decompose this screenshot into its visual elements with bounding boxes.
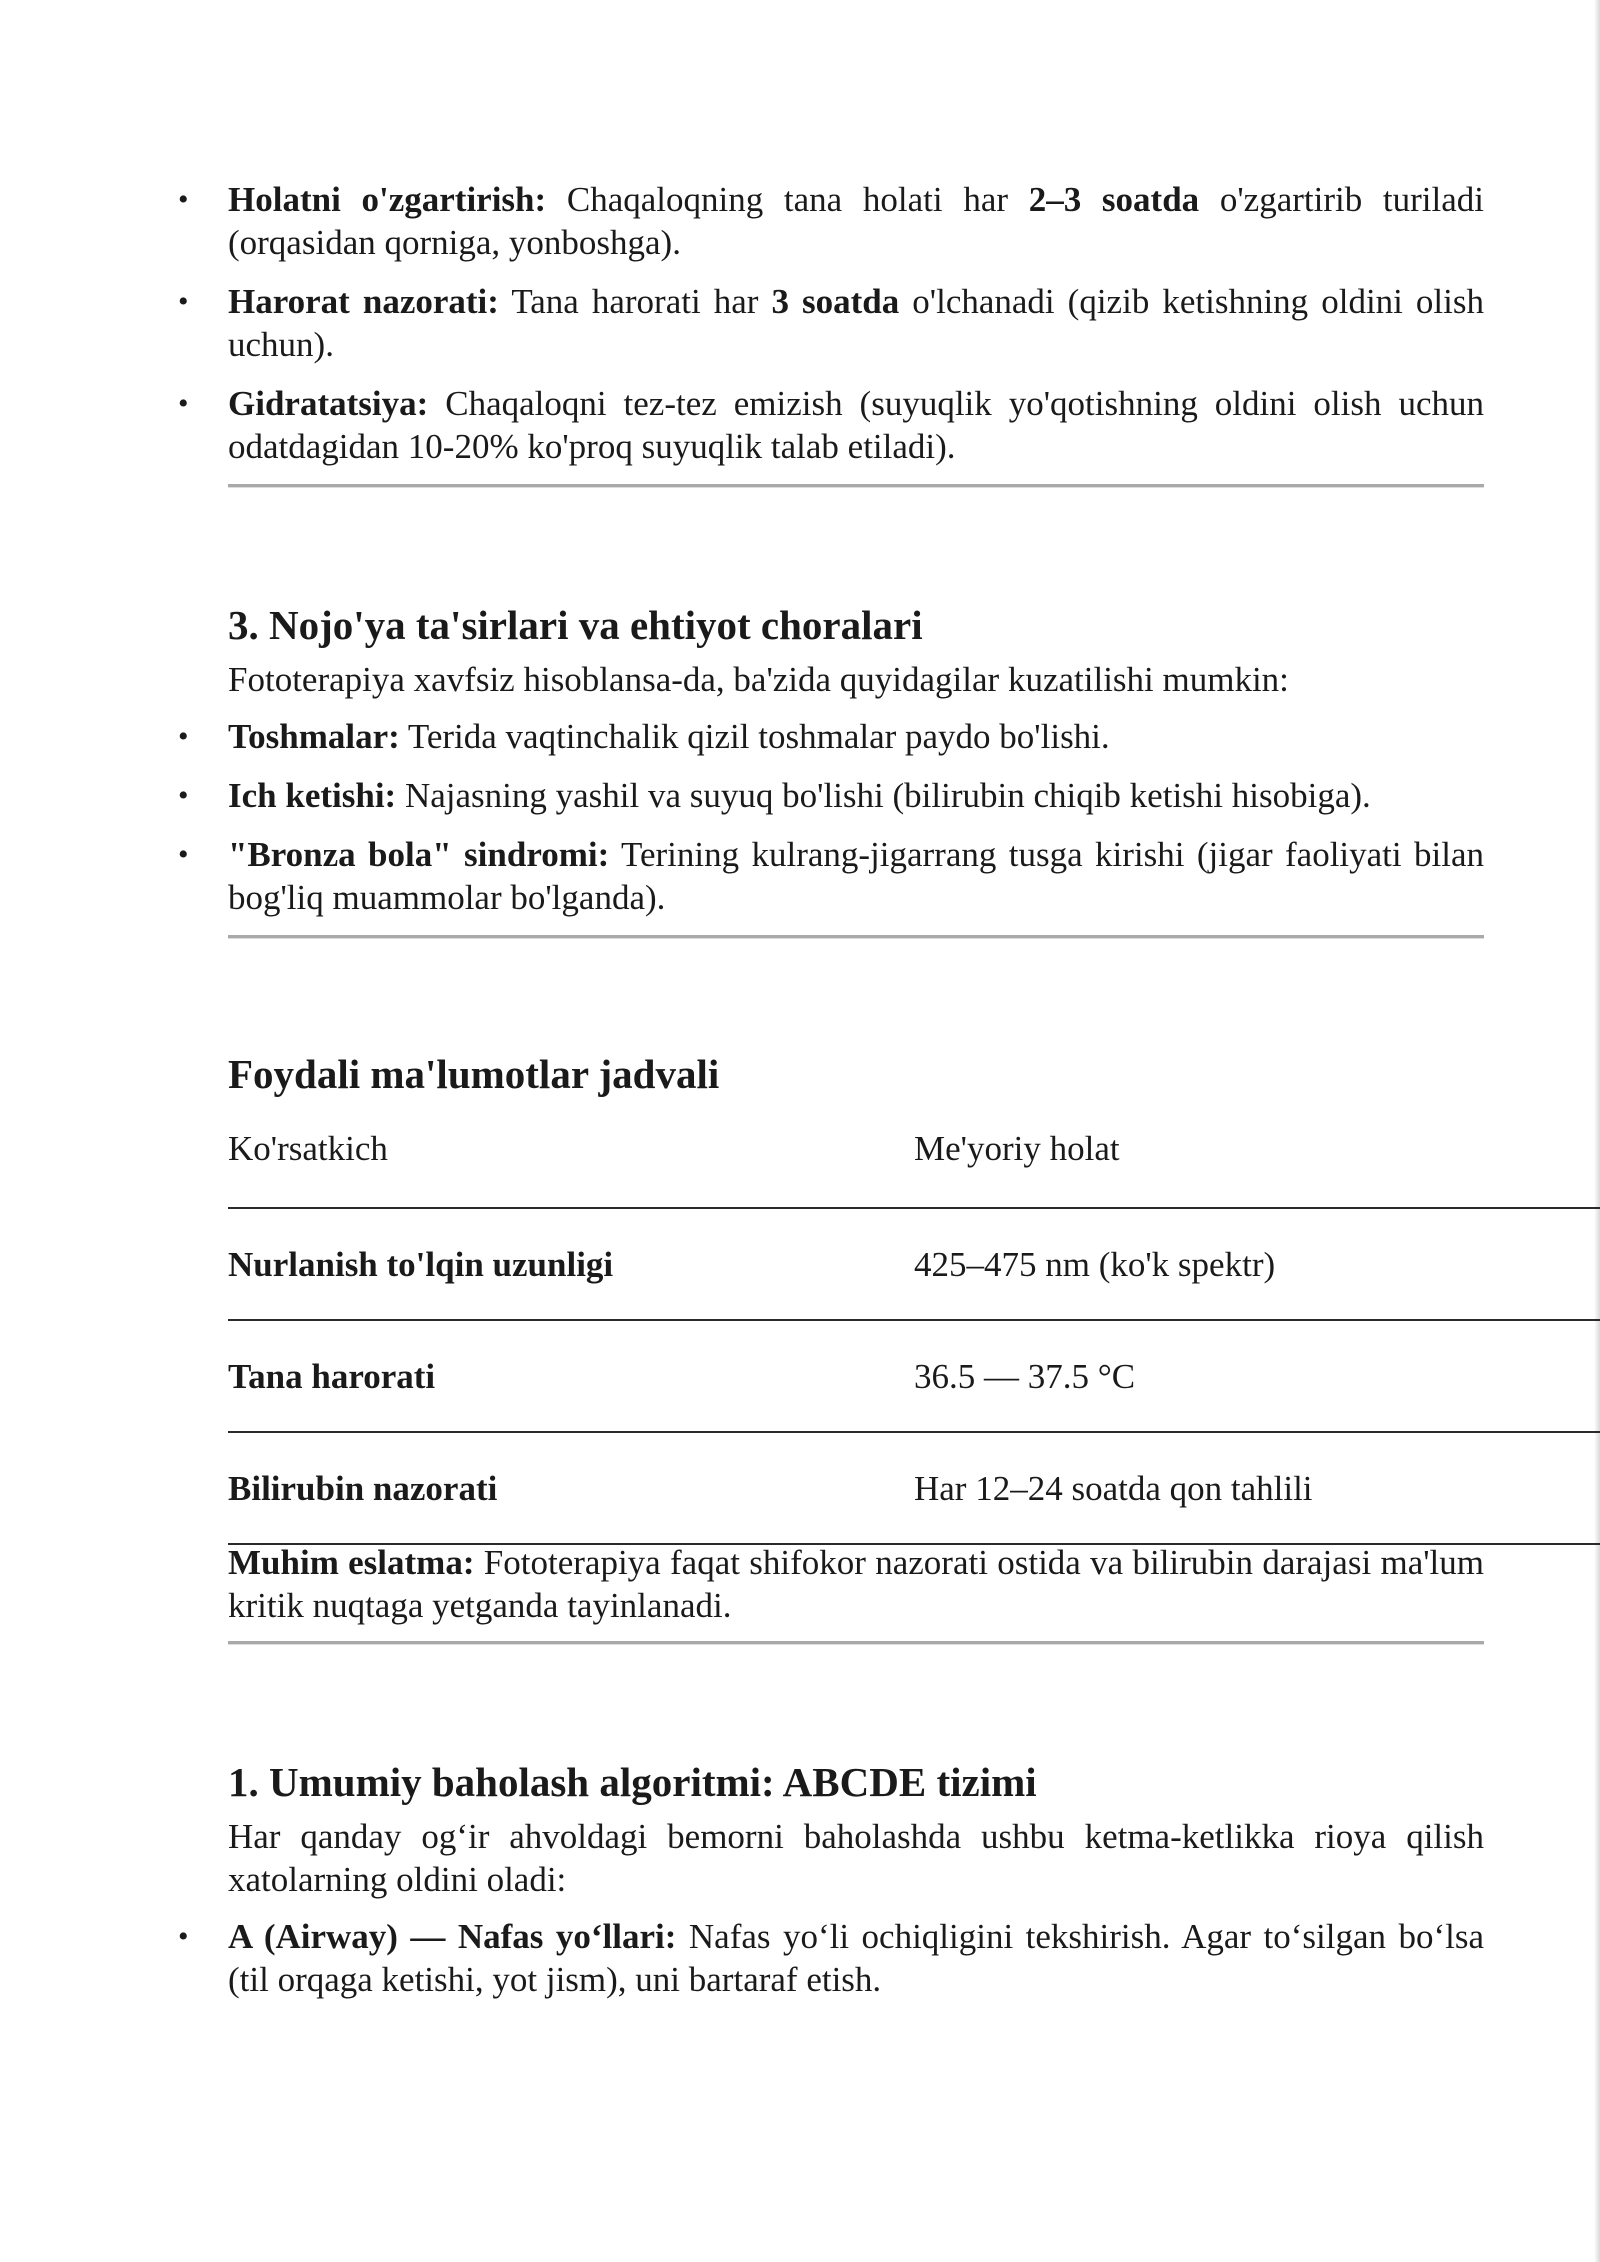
table-row — [228, 1431, 1600, 1543]
list-item — [178, 382, 1484, 468]
section-intro: Har qanday og‘ir ahvoldagi bemorni baholashda ushbu ketma-ketlikka rioya qilish xatolarning oldini oladi: — [228, 1817, 1484, 1899]
table-cell: Nurlanish to'lqin uzunligi — [228, 1244, 614, 1284]
note-label: Muhim eslatma: — [228, 1543, 475, 1582]
item-emphasis: 3 soatda — [771, 282, 900, 321]
item-text: Chaqaloqni tez-tez emizish (suyuqlik yo'qotishning oldini olish uchun odatdagidan 10-20% ko'proq suyuqlik talab etiladi). — [228, 384, 1484, 466]
list-item — [178, 280, 1484, 366]
list-item — [178, 774, 1484, 817]
item-text: Nafas yo‘li ochiqligini tekshirish. Agar to‘silgan bo‘lsa (til orqaga ketishi, yot jism), uni bartaraf etish. — [228, 1917, 1484, 1999]
item-text: o'zgartirib turiladi (orqasidan qorniga, yonboshga). — [228, 180, 1484, 262]
item-label: "Bronza bola" sindromi: — [228, 835, 610, 874]
list-item — [178, 833, 1484, 919]
table-cell: 36.5 — 37.5 °C — [914, 1356, 1136, 1396]
info-table — [228, 1127, 1600, 1545]
table-cell: Tana harorati — [228, 1356, 436, 1396]
item-text: Terining kulrang-jigarrang tusga kirishi (jigar faoliyati bilan bog'liq muammolar bo'lganda). — [228, 835, 1484, 917]
column-header: Me'yoriy holat — [914, 1129, 1120, 1168]
item-label: Holatni o'zgartirish: — [228, 180, 547, 219]
item-text: Chaqaloqning tana holati har — [546, 180, 1029, 219]
section-heading: Foydali ma'lumotlar jadvali — [228, 1051, 720, 1097]
section-heading: 3. Nojo'ya ta'sirlari va ehtiyot choralari — [228, 602, 923, 648]
list-item — [178, 715, 1484, 758]
item-emphasis: 2–3 soatda — [1028, 180, 1200, 219]
bullet-icon: • — [178, 1920, 189, 1953]
document-content — [178, 178, 1484, 2017]
bullet-icon: • — [178, 838, 189, 871]
table-cell: Har 12–24 soatda qon tahlili — [914, 1468, 1313, 1508]
list-item — [178, 178, 1484, 264]
table-row — [228, 1319, 1600, 1431]
item-label: Toshmalar: — [228, 717, 400, 756]
abcde-list — [178, 1915, 1484, 2001]
item-label: Ich ketishi: — [228, 776, 397, 815]
bullet-icon: • — [178, 779, 189, 812]
bullet-icon: • — [178, 183, 189, 216]
bullet-icon: • — [178, 285, 189, 318]
item-text: Terida vaqtinchalik qizil toshmalar paydo bo'lishi. — [399, 717, 1110, 756]
list-item — [178, 1915, 1484, 2001]
important-note — [228, 1541, 1484, 1627]
section-intro: Fototerapiya xavfsiz hisoblansa-da, ba'zida quyidagilar kuzatilishi mumkin: — [228, 660, 1289, 699]
item-label: A (Airway) — Nafas yo‘llari: — [228, 1917, 677, 1956]
note-text: Fototerapiya faqat shifokor nazorati ostida va bilirubin darajasi ma'lum kritik nuqtaga yetganda tayinlanadi. — [228, 1543, 1484, 1625]
bullet-icon: • — [178, 387, 189, 420]
table-header-row — [228, 1127, 1600, 1207]
bullet-icon: • — [178, 720, 189, 753]
section-heading: 1. Umumiy baholash algoritmi: ABCDE tizimi — [228, 1759, 1037, 1805]
item-text: o'lchanadi (qizib ketishning oldini olish uchun). — [228, 282, 1484, 364]
item-text: Tana harorati har — [498, 282, 772, 321]
table-row — [228, 1207, 1600, 1319]
table-cell: 425–475 nm (ko'k spektr) — [914, 1244, 1276, 1284]
care-list — [178, 178, 1484, 468]
table-cell: Bilirubin nazorati — [228, 1468, 498, 1508]
side-effects-list — [178, 715, 1484, 919]
column-header: Ko'rsatkich — [228, 1129, 388, 1168]
item-label: Gidratatsiya: — [228, 384, 429, 423]
item-text: Najasning yashil va suyuq bo'lishi (bilirubin chiqib ketishi hisobiga). — [396, 776, 1371, 815]
item-label: Harorat nazorati: — [228, 282, 499, 321]
